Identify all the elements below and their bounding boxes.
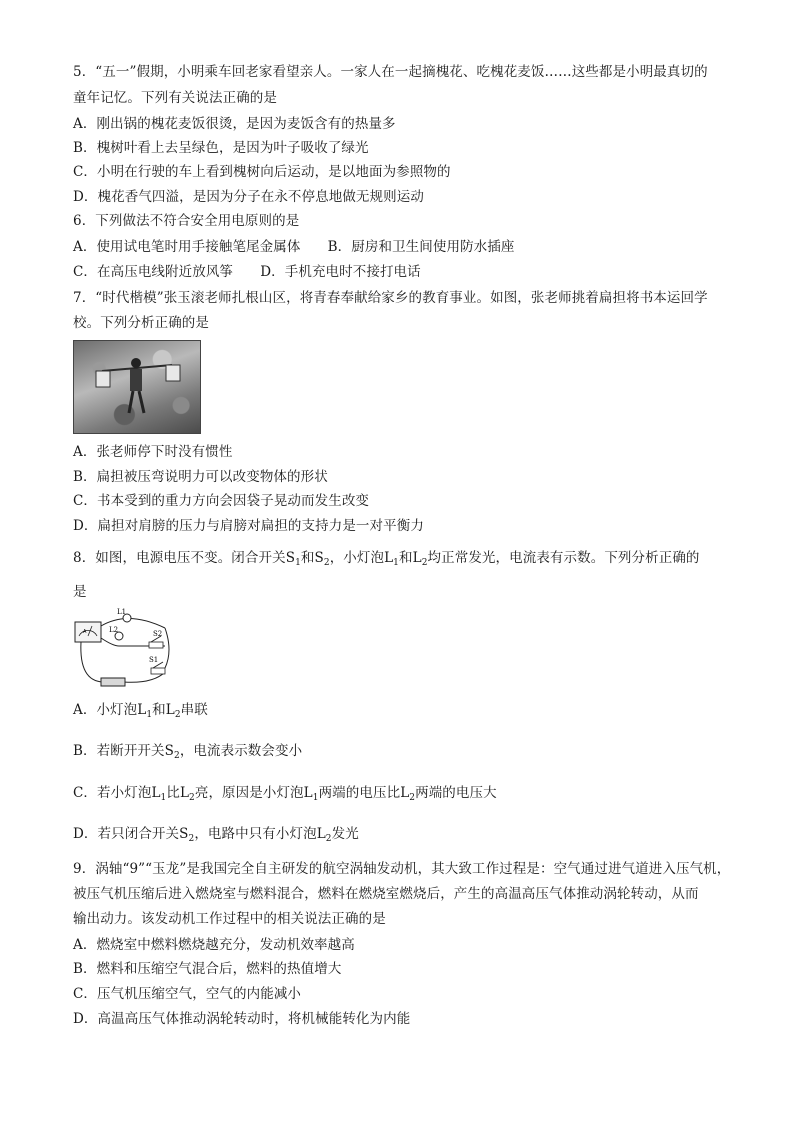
q7-option-a: A．张老师停下时没有惯性	[73, 444, 233, 460]
q8c-l2-sub: 2	[189, 793, 195, 803]
q8a-l2-sub: 2	[174, 710, 181, 720]
q8-stem-line-2: 是	[73, 584, 87, 600]
bulb-l2-label: L2	[109, 626, 119, 634]
q8-option-c	[73, 783, 733, 808]
ammeter-icon	[75, 622, 101, 642]
q8a-text-3: 串联	[180, 702, 208, 718]
s2-symbol: S	[314, 550, 324, 566]
s1-symbol: S	[285, 550, 296, 566]
q9-stem-line-3: 输出动力。该发动机工作过程中的相关说法正确的是	[73, 911, 386, 927]
q9-option-d: D．高温高压气体推动涡轮转动时，将机械能转化为内能	[73, 1011, 411, 1027]
l1-symbol: L	[384, 550, 394, 566]
s2-subscript: 2	[323, 558, 330, 568]
q8-text-1: 如图，电源电压不变。闭合开关	[95, 550, 286, 566]
q8c-l2b-sub: 2	[409, 793, 416, 803]
q6-options-ab: A．使用试电笔时用手接触笔尾金属体 B．厨房和卫生间使用防水插座	[73, 239, 515, 255]
q8a-text-2: 和	[152, 702, 166, 718]
q8c-text-4: 两端的电压比	[318, 785, 401, 801]
q8c-l1-sub: 1	[160, 793, 167, 803]
q9-option-b: B．燃料和压缩空气混合后，燃料的热值增大	[73, 961, 342, 977]
q8d-text-2: ，电路中只有小灯泡	[194, 826, 317, 842]
q8-text-4: 和	[399, 550, 413, 566]
q6-stem: 6．下列做法不符合安全用电原则的是	[73, 213, 300, 229]
q8d-s: S	[179, 826, 189, 842]
q8b-text-1: B．若断开开关	[73, 743, 165, 759]
q8d-l: L	[316, 826, 326, 842]
photo-figure-icon	[74, 341, 200, 433]
circuit-diagram	[73, 606, 177, 690]
q8-text-5: 均正常发光，电流表有示数。下列分析正确的	[427, 550, 700, 566]
q7-stem-line-1: 7．“时代楷模”张玉滚老师扎根山区，将青春奉献给家乡的教育事业。如图，张老师挑着扁担将书本运回学	[73, 290, 708, 306]
q8b-s-sub: 2	[173, 751, 180, 761]
q8-option-a	[73, 700, 733, 725]
ammeter-label: A	[83, 629, 87, 635]
q8a-l2: L	[165, 702, 175, 718]
q8d-text-3: 发光	[331, 826, 359, 842]
q8c-text-5: 两端的电压大	[415, 785, 497, 801]
switch-s2-icon	[149, 642, 163, 648]
q8d-l-sub: 2	[325, 834, 332, 844]
q7-option-d: D．扁担对肩膀的压力与肩膀对扁担的支持力是一对平衡力	[73, 518, 424, 534]
q8-option-d	[73, 824, 733, 849]
l1-subscript: 1	[393, 558, 399, 568]
q7-option-b: B．扁担被压弯说明力可以改变物体的形状	[73, 469, 328, 485]
q8-text-3: ，小灯泡	[329, 550, 385, 566]
q5-stem-line-1: 5．“五一”假期，小明乘车回老家看望亲人。一家人在一起摘槐花、吃槐花麦饭……这些都是小明最真切的	[73, 64, 708, 80]
q5-stem-line-2: 童年记忆。下列有关说法正确的是	[73, 90, 277, 106]
q9-option-c: C．压气机压缩空气，空气的内能减小	[73, 986, 302, 1002]
q8c-text-2: 比	[166, 785, 180, 801]
q8c-text-3: 亮，原因是小灯泡	[194, 785, 304, 801]
q9-stem-line-2: 被压气机压缩后进入燃烧室与燃料混合，燃料在燃烧室燃烧后，产生的高温高压气体推动涡轮转动，从而	[73, 886, 699, 902]
bulb-l1-label: L1	[117, 608, 127, 616]
q5-option-b: B．槐树叶看上去呈绿色，是因为叶子吸收了绿光	[73, 140, 369, 156]
s1-subscript: 1	[295, 558, 301, 568]
q9-stem-line-1: 9．涡轴“9”“玉龙”是我国完全自主研发的航空涡轴发动机，其大致工作过程是：空气通过进气道进入压气机，	[73, 861, 731, 877]
q8a-text-1: A．小灯泡	[73, 702, 138, 718]
q5-option-a: A．刚出锅的槐花麦饭很烫，是因为麦饭含有的热量多	[73, 116, 396, 132]
l2-symbol: L	[412, 550, 422, 566]
q5-option-d: D．槐花香气四溢，是因为分子在永不停息地做无规则运动	[73, 189, 424, 205]
l2-subscript: 2	[421, 558, 428, 568]
switch-s1-icon	[151, 668, 165, 674]
q8c-l1b-sub: 1	[312, 793, 319, 803]
q7-option-c: C．书本受到的重力方向会因袋子晃动而发生改变	[73, 493, 370, 509]
q8a-l1-sub: 1	[146, 710, 153, 720]
q8-text-2: 和	[300, 550, 315, 566]
q8d-s-sub: 2	[188, 834, 195, 844]
teacher-carrying-pole-photo	[73, 340, 201, 434]
q8c-text-1: C．若小灯泡	[73, 785, 152, 801]
q8d-text-1: D．若只闭合开关	[73, 826, 180, 842]
switch-s1-label: S1	[149, 656, 159, 664]
q6-options-cd: C．在高压电线附近放风筝 D．手机充电时不接打电话	[73, 264, 421, 280]
switch-s2-label: S2	[153, 630, 163, 638]
q8c-l2: L	[179, 785, 190, 801]
q8-stem-line-1	[73, 548, 733, 573]
q9-option-a: A．燃烧室中燃料燃烧越充分，发动机效率越高	[73, 937, 355, 953]
q8-option-b	[73, 741, 733, 766]
q8b-text-2: ，电流表示数会变小	[179, 743, 303, 759]
battery-icon	[101, 678, 125, 686]
q7-stem-line-2: 校。下列分析正确的是	[73, 315, 209, 331]
q8c-l1b: L	[303, 785, 313, 801]
q8c-l1: L	[151, 785, 161, 801]
q5-option-c: C．小明在行驶的车上看到槐树向后运动，是以地面为参照物的	[73, 164, 451, 180]
q8c-l2b: L	[400, 785, 410, 801]
q8b-s: S	[164, 743, 174, 759]
q8a-l1: L	[137, 702, 147, 718]
q8-number: 8．	[73, 550, 96, 566]
